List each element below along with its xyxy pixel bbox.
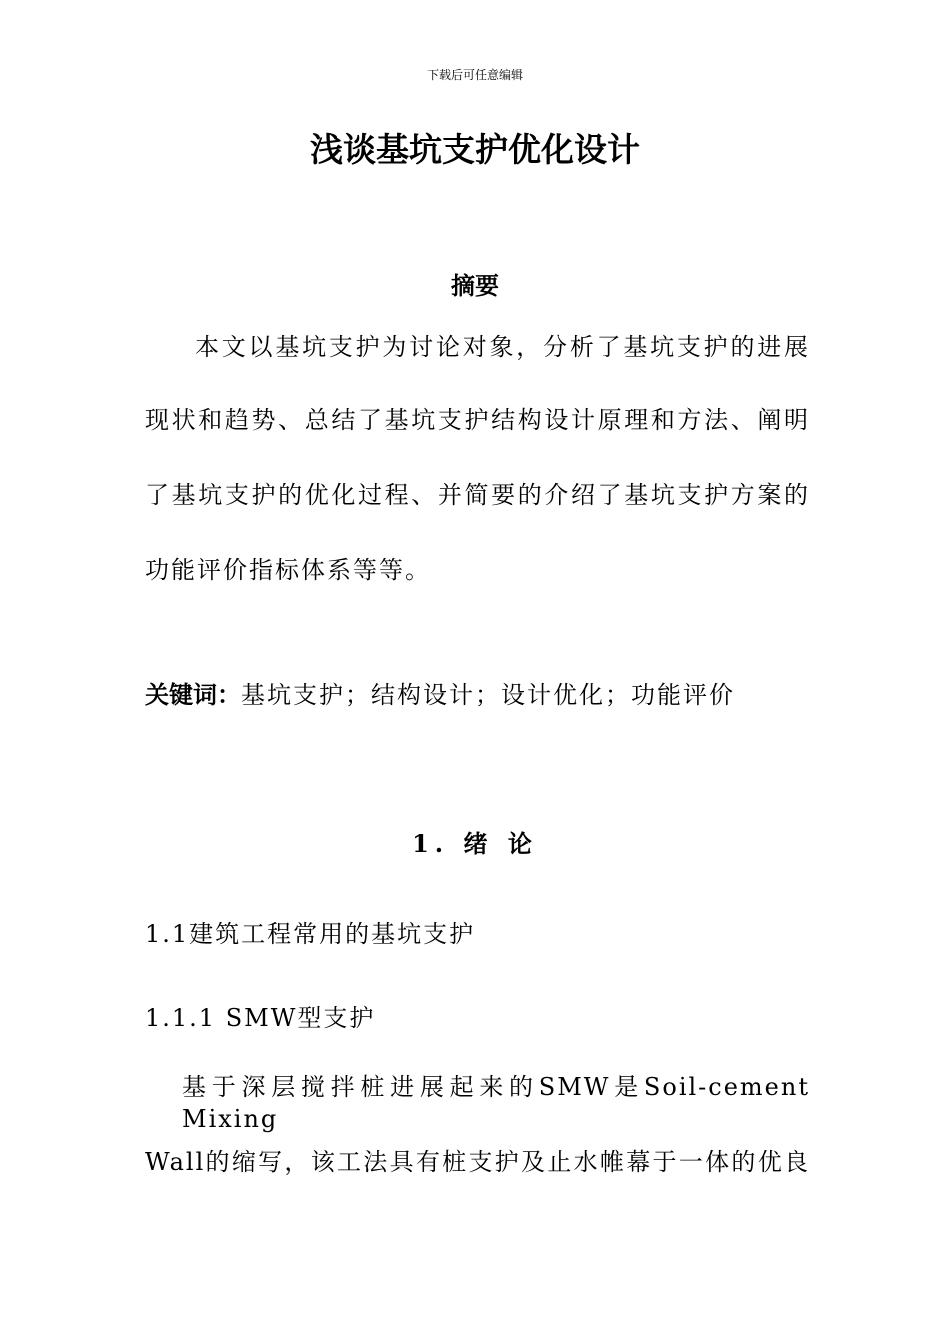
abstract-line-1: 本文以基坑支护为讨论对象，分析了基坑支护的进展 — [195, 333, 810, 361]
section-title: 1. 绪 论 — [412, 829, 538, 858]
sub-subsection-heading: 1.1.1 SMW型支护 — [145, 1004, 376, 1032]
keywords-text: 基坑支护；结构设计；设计优化；功能评价 — [241, 681, 735, 709]
abstract-line-4: 功能评价指标体系等等。 — [145, 556, 431, 584]
abstract-heading: 摘要 — [451, 272, 499, 300]
document-title: 浅谈基坑支护优化设计 — [310, 130, 640, 169]
keywords-label: 关键词： — [145, 681, 241, 709]
abstract-line-2: 现状和趋势、总结了基坑支护结构设计原理和方法、阐明 — [145, 406, 810, 434]
header-note: 下载后可任意编辑 — [426, 68, 523, 82]
body-line-2: Wall的缩写，该工法具有桩支护及止水帷幕于一体的优良 — [145, 1148, 810, 1176]
keywords-line — [145, 679, 810, 711]
abstract-line-3: 了基坑支护的优化过程、并简要的介绍了基坑支护方案的 — [145, 481, 810, 509]
body-line-1: 基于深层搅拌桩进展起来的SMW是Soil-cement Mixing — [182, 1073, 810, 1133]
subsection-heading: 1.1建筑工程常用的基坑支护 — [145, 920, 476, 948]
